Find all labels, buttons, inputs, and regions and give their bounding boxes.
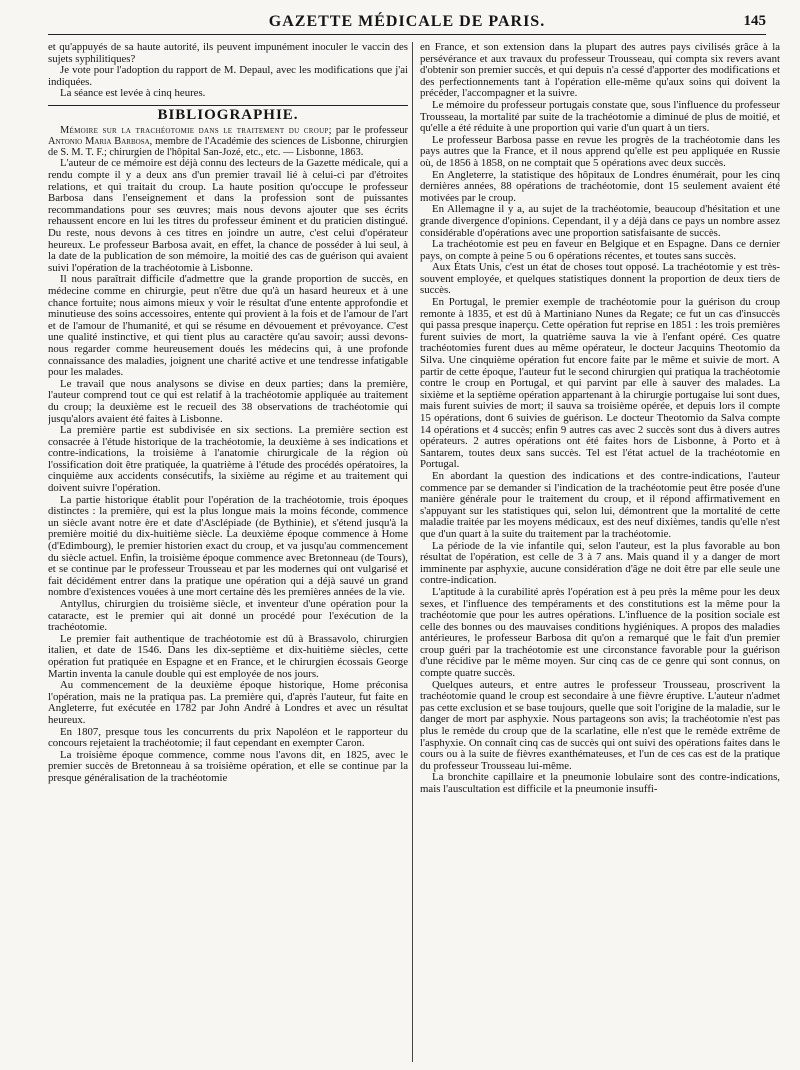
reference-details: membre de l'Académie des sciences de Lisbonne, chirurgien de S. M. T. F.; chirurgien de l'hôpital San-Jozé, etc., etc. — Lisbonne, 1863. <box>48 135 408 159</box>
intro-paragraph: et qu'appuyés de sa haute autorité, ils peuvent impunément inoculer le vaccin des sujets syphilitiques? <box>48 42 408 65</box>
bibliographic-reference <box>48 125 408 159</box>
body-paragraph: Le travail que nous analysons se divise en deux parties; dans la première, l'auteur comprend tout ce qui est relatif à la trachéotomie appliquée au traitement du croup; la deuxième est le recueil des 38 observations de trachéotomie qui jusqu'alors avaient été faites à Lisbonne. <box>48 377 408 425</box>
body-paragraph: En Portugal, le premier exemple de trachéotomie pour la guérison du croup remonte à 1835, et est dû à Martiniano Nunes da Regate; ce fut un cas d'insuccès qui passa presque inaperçu. Cette opération fut reprise en 1851 : les trois premières furent suivies de mort, la quatrième sauva la vie à l'enfant opéré. Ces quatre trachéotomies furent dues au même opérateur, le docteur Jacquins Theotomio da Silva. Une cinquième opération fut encore faite par le même et suivie de mort. A partir de cette époque, l'auteur fut le second chirurgien qui pratiqua la trachéotomie contre le croup en Portugal, et qui parvint par elle à sauver des malades. La sixième et la septième opération appartenant à la chirurgie portugaise lui sont dues, mais furent suivies de mort; il sauva sa troisième opérée, et depuis lors il compte 15 opérations, dont 6 suivies de guérison. Le docteur Theotomio da Salva compte 14 opérations et 4 succès; enfin 9 autres cas avec 2 succès sont dus à divers autres opérateurs. 2 autres opérations ont été faites hors de Lisbonne, à Porto et à Santarem, toutes deux sans succès. Tel est l'état actuel de la trachéotomie en Portugal. <box>420 296 780 471</box>
body-paragraph: en France, et son extension dans la plupart des autres pays civilisés grâce à la persévérance et aux travaux du professeur Trousseau, qui compta six revers avant d'obtenir son premier succès, et qui depuis n'a cessé d'apporter des modifications et des perfectionnements tant à l'opération elle-même qu'aux soins qui doivent la précéder, l'accompagner et la suivre. <box>420 42 780 100</box>
body-paragraph: Le premier fait authentique de trachéotomie est dû à Brassavolo, chirurgien italien, et date de 1546. Dans les dix-septième et dix-huitième siècles, cette opération fut pratiquée en Espagne et en France, et le chirurgien écossais George Martin inventa la canule double qui est employée de nos jours. <box>48 632 408 680</box>
body-paragraph: La trachéotomie est peu en faveur en Belgique et en Espagne. Dans ce dernier pays, on compte à peine 5 ou 6 opérations récentes, et toutes sans succès. <box>420 238 780 262</box>
right-column <box>420 42 780 1064</box>
reference-author: Antonio Maria Barbosa, <box>48 135 153 147</box>
body-paragraph: La troisième époque commence, comme nous l'avons dit, en 1825, avec le premier succès de Bretonneau à sa troisième opération, et elle se continue par la presque généralisation de la trachéotomie <box>48 748 408 784</box>
body-paragraph: Le professeur Barbosa passe en revue les progrès de la trachéotomie dans les pays autres que la France, et il nous apprend qu'elle est peu appliquée en Russie où, de 1856 à 1858, on ne comptait que 5 opérations avec deux succès. <box>420 133 780 169</box>
body-paragraph: La partie historique établit pour l'opération de la trachéotomie, trois époques distinctes : la première, qui est la plus longue mais la moins féconde, commence un siècle avant notre ère et date d'Asclépiade (de Bythinie), et s'étend jusqu'à la première moitié du dix-huitième siècle. La deuxième époque commence à Home (d'Edimbourg), le premier historien exact du croup, et va jusqu'au commencement du siècle actuel. Enfin, la troisième époque commence avec Bretonneau (de Tours), et se continue par le professeur Trousseau et par les modernes qui ont vulgarisé et fait décidément entrer dans la pratique une opération qui a déjà sauvé un grand nombre d'existences vouées à une mort certaine dès les premières années de la vie. <box>48 493 408 599</box>
body-paragraph: En 1807, presque tous les concurrents du prix Napoléon et le rapporteur du concours rejetaient la trachéotomie; il faut cependant en exempter Caron. <box>48 725 408 750</box>
section-divider <box>48 105 408 106</box>
left-column <box>48 42 408 1064</box>
body-paragraph: L'auteur de ce mémoire est déjà connu des lecteurs de la Gazette médicale, qui a rendu compte il y a deux ans d'un premier travail lié à celui-ci par d'étroites relations, et qui traitait du croup. La haute position qu'occupe le professeur Barbosa dans l'enseignement et dans la profession sont de puissantes recommandations pour ses œuvres; mais nous devons ajouter que ses écrits rehaussent encore en lui les titres du professeur éminent et du praticien distingué. Du reste, nous devons à ces titres en joindre un autre, c'est celui d'opérateur heureux. Le professeur Barbosa avait, en effet, la chance de posséder à lui seul, à la date de la publication de son mémoire, la moitié des cas de guérison qui avaient suivi l'opération de la trachéotomie à Lisbonne. <box>48 157 408 274</box>
body-paragraph: En Angleterre, la statistique des hôpitaux de Londres énumérait, pour les cinq dernières années, 88 opérations de trachéotomie, dont 15 seulement avaient été motivées par le croup. <box>420 168 780 204</box>
body-paragraph: Il nous paraîtrait difficile d'admettre que la grande proportion de succès, en médecine comme en chirurgie, peut n'être due qu'à un hasard heureux et à une chance fortuite; nous aimons mieux y voir le résultat d'une entente approfondie et minutieuse des soins accessoires, entente qui provient à la fois et de l'amour de l'art et de l'amour de l'humanité, et qui se résume en dévouement et prévoyance. C'est une qualité instinctive, et qui tient plus au caractère qu'au savoir; aussi devons-nous regarder comme heureusement doués les médecins qui, à une profonde connaissance des maladies, joignent une charité active et une tendresse infatigable pour les malades. <box>48 273 408 379</box>
section-title: BIBLIOGRAPHIE. <box>157 106 299 123</box>
body-paragraph: Le mémoire du professeur portugais constate que, sous l'influence du professeur Trousseau, la mortalité par suite de la trachéotomie a diminué de plus de moitié, et qu'elle a été réduite à une proportion qui varie d'un quart à un tiers. <box>420 98 780 135</box>
reference-by: par le professeur <box>335 124 408 136</box>
body-paragraph: En abordant la question des indications et des contre-indications, l'auteur commence par se demander si l'indication de la trachéotomie peut être posée d'une manière générale pour le traitement du croup, et il répond affirmativement en s'appuyant sur les statistiques qui, selon lui, démontrent que la mortalité de cette maladie traitée par les moyens médicaux, est des neuf dixièmes, tandis qu'elle n'est que d'un quart à la suite du traitement par la trachéotomie. <box>420 469 780 540</box>
intro-paragraph: Je vote pour l'adoption du rapport de M. Depaul, avec les modifications que j'ai indiquées. <box>48 64 408 88</box>
body-paragraph: La bronchite capillaire et la pneumonie lobulaire sont des contre-indications, mais l'auscultation est difficile et la pneumonie insuffi- <box>420 771 780 795</box>
body-paragraph: En Allemagne il y a, au sujet de la trachéotomie, beaucoup d'hésitation et une grande divergence d'opinions. Cependant, il y a déjà dans ce pays un nombre assez considérable d'opérations avec une proportion satisfaisante de succès. <box>420 203 780 239</box>
session-closing: La séance est levée à cinq heures. <box>60 87 206 100</box>
page-number: 145 <box>743 13 766 29</box>
body-paragraph: Quelques auteurs, et entre autres le professeur Trousseau, proscrivent la trachéotomie quand le croup est secondaire à une fièvre éruptive. L'auteur n'admet pas cette exclusion et se base toujours, quelle que soit l'origine de la maladie, sur le danger de mort par asphyxie. Nous partageons son avis; la trachéotomie n'est pas plus le remède du croup que de la scarlatine, elle n'est que le remède extrême de l'asphyxie. On connaît cinq cas de succès qui ont suivi des opérations faites dans le cours ou à la suite de fièvres exanthémateuses, et l'un de ces cas est de la pratique du professeur Trousseau lui-même. <box>420 678 780 772</box>
body-paragraph: Au commencement de la deuxième époque historique, Home préconisa l'opération, mais ne la pratiqua pas. La première qui, d'après l'auteur, fut faite en Angleterre, fut exécutée en 1782 par John André à Londres et avec un résultat heureux. <box>48 679 408 726</box>
reference-title: Mémoire sur la trachéotomie dans le traitement du croup; <box>60 124 332 136</box>
column-rule <box>412 42 413 1062</box>
body-paragraph: La première partie est subdivisée en six sections. La première section est consacrée à l'étude historique de la trachéotomie, la deuxième à ses indications et contre-indications, la troisième à l'anatomie chirurgicale de la région où l'ossification doit être pratiquée, la quatrième à l'étude des procédés opératoires, la cinquième aux accidents consécutifs, la sixième au régime et au traitement qui doivent suivre l'opération. <box>48 424 408 495</box>
journal-title: GAZETTE MÉDICALE DE PARIS. <box>268 13 546 30</box>
body-paragraph: Antyllus, chirurgien du troisième siècle, et inventeur d'une opération pour la cataracte, est le premier qui ait donné un procédé pour l'exécution de la trachéotomie. <box>48 598 408 634</box>
page-header <box>48 12 766 35</box>
body-paragraph: Aux États Unis, c'est un état de choses tout opposé. La trachéotomie y est très-souvent employée, et quelques statistiques donnent la proportion de deux tiers de succès. <box>420 261 780 297</box>
body-paragraph: La période de la vie infantile qui, selon l'auteur, est la plus favorable au bon résultat de l'opération, est celle de 3 à 7 ans. Mais quand il y a danger de mort imminente par asphyxie, aucune considération d'âge ne doit être par elle seule une contre-indication. <box>420 539 780 587</box>
body-paragraph: L'aptitude à la curabilité après l'opération est à peu près la même pour les deux sexes, et l'influence des tempéraments et des constitutions est la même pour la trachéotomie que pour les autres opérations. L'influence de la position sociale est celle des bonnes ou des mauvaises conditions hygiéniques. A propos des maladies antérieures, le professeur Barbosa dit qu'on a remarqué que le fait d'un premier croup guéri par la trachéotomie est une circonstance favorable pour la guérison d'une récidive par le même moyen. Sur cinq cas de ce genre qui sont connus, on compte quatre succès. <box>420 585 780 680</box>
